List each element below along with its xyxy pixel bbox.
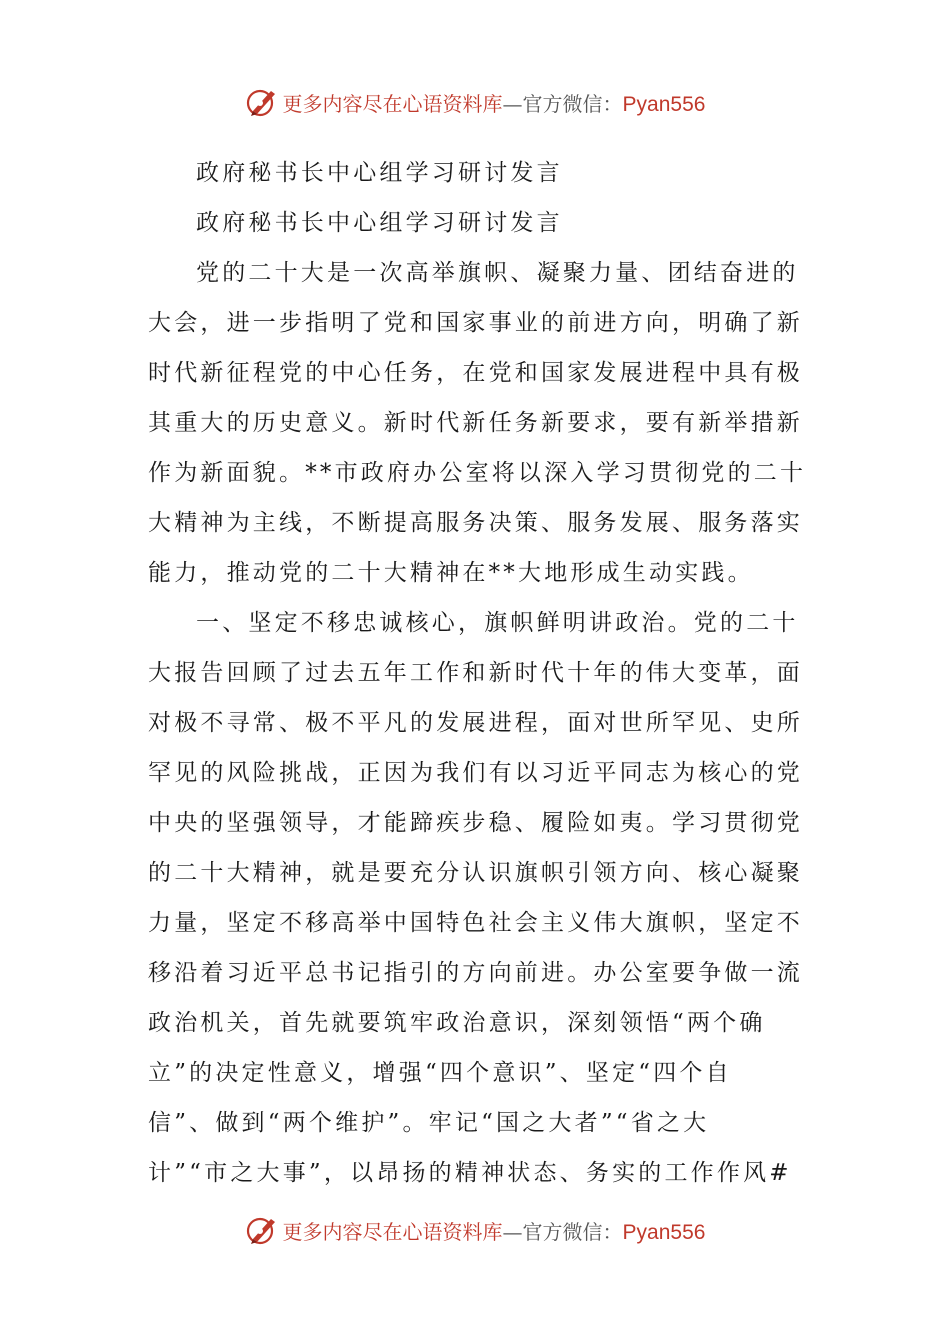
text-line: 一、坚定不移忠诚核心，旗帜鲜明讲政治。党的二十 [196, 610, 799, 636]
text-line: 中央的坚强领导，才能蹄疾步稳、履险如夷。学习贯彻党 [148, 810, 803, 836]
text-line: 大报告回顾了过去五年工作和新时代十年的伟大变革，面 [148, 660, 803, 686]
banner-account: Pyan556 [622, 92, 706, 116]
text-line: 信”、做到“两个维护”。牢记“国之大者”“省之大 [148, 1110, 710, 1136]
pen-logo-icon [245, 1213, 279, 1247]
banner-label: 官方微信： [522, 91, 623, 116]
text-line: 作为新面貌。**市政府办公室将以深入学习贯彻党的二十 [148, 460, 807, 486]
pen-logo-icon [245, 85, 279, 119]
banner-text [283, 1216, 706, 1245]
banner-account: Pyan556 [622, 1220, 706, 1244]
banner-prefix: 更多内容尽在心语资料库 [282, 91, 503, 116]
banner-dash: — [502, 91, 523, 116]
text-line: 移沿着习近平总书记指引的方向前进。办公室要争做一流 [148, 960, 803, 986]
document-title: 政府秘书长中心组学习研讨发言 [196, 160, 563, 186]
banner-label: 官方微信： [522, 1219, 623, 1244]
text-line: 的二十大精神，就是要充分认识旗帜引领方向、核心凝聚 [148, 860, 803, 886]
text-line: 能力，推动党的二十大精神在**大地形成生动实践。 [148, 560, 754, 586]
banner-dash: — [502, 1219, 523, 1244]
text-line: 政治机关，首先就要筑牢政治意识，深刻领悟“两个确 [148, 1010, 766, 1036]
header-banner [0, 82, 950, 122]
document-subtitle: 政府秘书长中心组学习研讨发言 [196, 210, 563, 236]
text-line: 力量，坚定不移高举中国特色社会主义伟大旗帜，坚定不 [148, 910, 803, 936]
text-line: 立”的决定性意义，增强“四个意识”、坚定“四个自 [148, 1060, 732, 1086]
banner-prefix: 更多内容尽在心语资料库 [282, 1219, 503, 1244]
document-body [148, 148, 808, 1198]
text-line: 罕见的风险挑战，正因为我们有以习近平同志为核心的党 [148, 760, 803, 786]
banner-text [283, 88, 706, 117]
text-line: 党的二十大是一次高举旗帜、凝聚力量、团结奋进的 [196, 260, 799, 286]
text-line: 计”“市之大事”，以昂扬的精神状态、务实的工作作风# [148, 1160, 792, 1186]
text-line: 对极不寻常、极不平凡的发展进程，面对世所罕见、史所 [148, 710, 803, 736]
paragraph-lines [148, 248, 808, 1198]
text-line: 大精神为主线，不断提高服务决策、服务发展、服务落实 [148, 510, 803, 536]
text-line: 其重大的历史意义。新时代新任务新要求，要有新举措新 [148, 410, 803, 436]
text-line: 时代新征程党的中心任务，在党和国家发展进程中具有极 [148, 360, 803, 386]
text-line: 大会，进一步指明了党和国家事业的前进方向，明确了新 [148, 310, 803, 336]
footer-banner [0, 1210, 950, 1250]
